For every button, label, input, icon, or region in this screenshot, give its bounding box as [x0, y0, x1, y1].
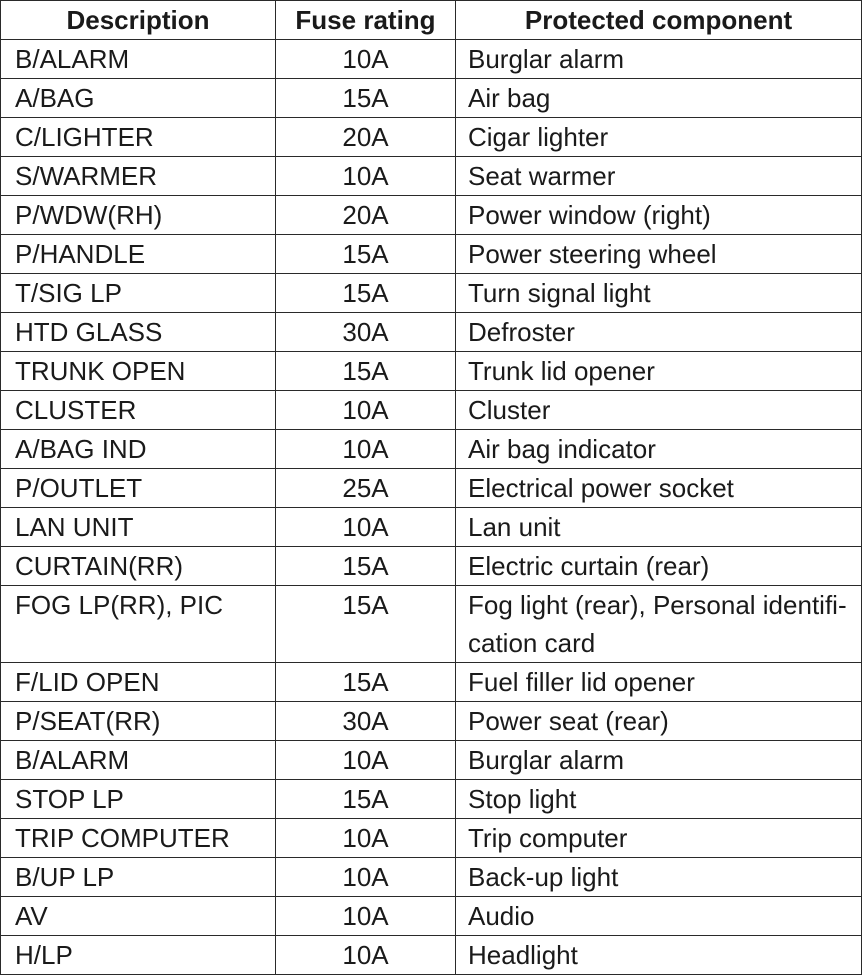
fuse-rating: 15A — [276, 79, 456, 118]
fuse-description: B/UP LP — [1, 858, 276, 897]
table-row — [1, 702, 862, 741]
fuse-rating: 25A — [276, 469, 456, 508]
fuse-rating: 30A — [276, 313, 456, 352]
protected-component-text: Trunk lid opener — [468, 356, 655, 386]
fuse-rating: 15A — [276, 352, 456, 391]
table-body — [1, 40, 862, 975]
fuse-description: A/BAG IND — [1, 430, 276, 469]
protected-component — [456, 741, 862, 780]
table-row — [1, 547, 862, 586]
fuse-description: HTD GLASS — [1, 313, 276, 352]
protected-component-text: Electrical power socket — [468, 473, 734, 503]
protected-component — [456, 586, 862, 663]
protected-component-text: Burglar alarm — [468, 44, 625, 74]
table-row — [1, 79, 862, 118]
fuse-description: STOP LP — [1, 780, 276, 819]
table-row — [1, 858, 862, 897]
fuse-description: CURTAIN(RR) — [1, 547, 276, 586]
protected-component — [456, 118, 862, 157]
protected-component-text: Power window (right) — [468, 200, 711, 230]
protected-component — [456, 196, 862, 235]
fuse-description: TRIP COMPUTER — [1, 819, 276, 858]
protected-component — [456, 819, 862, 858]
table-row — [1, 586, 862, 663]
protected-component-text: Power seat (rear) — [468, 706, 669, 736]
protected-component — [456, 79, 862, 118]
table-row — [1, 430, 862, 469]
protected-component — [456, 157, 862, 196]
protected-component-text: Headlight — [468, 940, 578, 970]
fuse-description: P/WDW(RH) — [1, 196, 276, 235]
fuse-description: S/WARMER — [1, 157, 276, 196]
fuse-description: P/OUTLET — [1, 469, 276, 508]
fuse-rating: 20A — [276, 118, 456, 157]
header-protected-component: Protected component — [456, 1, 862, 40]
table-row — [1, 819, 862, 858]
table-row — [1, 469, 862, 508]
protected-component-text: Stop light — [468, 784, 577, 814]
protected-component-text: Air bag indicator — [468, 434, 656, 464]
protected-component — [456, 40, 862, 79]
fuse-description: C/LIGHTER — [1, 118, 276, 157]
table-row — [1, 118, 862, 157]
table-row — [1, 741, 862, 780]
fuse-description: H/LP — [1, 936, 276, 975]
fuse-description: P/HANDLE — [1, 235, 276, 274]
protected-component — [456, 780, 862, 819]
fuse-description: B/ALARM — [1, 741, 276, 780]
fuse-rating: 20A — [276, 196, 456, 235]
fuse-description: AV — [1, 897, 276, 936]
protected-component — [456, 469, 862, 508]
table-row — [1, 508, 862, 547]
table-row — [1, 274, 862, 313]
protected-component-text: Fuel filler lid opener — [468, 667, 695, 697]
protected-component — [456, 897, 862, 936]
protected-component-text: Burglar alarm — [468, 745, 625, 775]
table-row — [1, 391, 862, 430]
protected-component — [456, 508, 862, 547]
fuse-description: B/ALARM — [1, 40, 276, 79]
table-header-row — [1, 1, 862, 40]
table-row — [1, 196, 862, 235]
fuse-rating: 15A — [276, 586, 456, 663]
table-row — [1, 235, 862, 274]
fuse-rating: 10A — [276, 157, 456, 196]
protected-component-text: Trip computer — [468, 823, 628, 853]
table-row — [1, 40, 862, 79]
fuse-rating: 10A — [276, 40, 456, 79]
fuse-rating: 15A — [276, 780, 456, 819]
protected-component-text: Lan unit — [468, 512, 561, 542]
protected-component-text: Back-up light — [468, 862, 619, 892]
header-fuse-rating: Fuse rating — [276, 1, 456, 40]
fuse-rating: 10A — [276, 741, 456, 780]
fuse-description: TRUNK OPEN — [1, 352, 276, 391]
protected-component — [456, 352, 862, 391]
protected-component-text: Fog light (rear), Personal identifi- — [468, 590, 847, 620]
fuse-rating: 10A — [276, 897, 456, 936]
fuse-rating: 15A — [276, 235, 456, 274]
protected-component — [456, 936, 862, 975]
table-row — [1, 936, 862, 975]
protected-component-text: Defroster — [468, 317, 575, 347]
fuse-rating: 15A — [276, 274, 456, 313]
fuse-rating: 10A — [276, 508, 456, 547]
protected-component-text: Audio — [468, 901, 535, 931]
protected-component — [456, 663, 862, 702]
protected-component-text: Air bag — [468, 83, 551, 113]
protected-component — [456, 391, 862, 430]
protected-component-text-line2: cation card — [468, 628, 596, 658]
fuse-description: CLUSTER — [1, 391, 276, 430]
protected-component-text: Seat warmer — [468, 161, 616, 191]
protected-component-text: Turn signal light — [468, 278, 651, 308]
protected-component-text: Cigar lighter — [468, 122, 609, 152]
protected-component — [456, 547, 862, 586]
fuse-rating: 10A — [276, 430, 456, 469]
fuse-description: FOG LP(RR), PIC — [1, 586, 276, 663]
fuse-rating: 10A — [276, 391, 456, 430]
fuse-rating: 10A — [276, 936, 456, 975]
protected-component — [456, 274, 862, 313]
fuse-rating: 10A — [276, 819, 456, 858]
protected-component-text: Cluster — [468, 395, 551, 425]
protected-component — [456, 235, 862, 274]
table-row — [1, 897, 862, 936]
protected-component — [456, 313, 862, 352]
fuse-rating: 30A — [276, 702, 456, 741]
fuse-description: A/BAG — [1, 79, 276, 118]
protected-component-text: Electric curtain (rear) — [468, 551, 710, 581]
table-row — [1, 663, 862, 702]
table-row — [1, 313, 862, 352]
header-description: Description — [1, 1, 276, 40]
fuse-rating: 10A — [276, 858, 456, 897]
protected-component — [456, 430, 862, 469]
protected-component-text: Power steering wheel — [468, 239, 717, 269]
fuse-rating: 15A — [276, 663, 456, 702]
table-row — [1, 352, 862, 391]
protected-component — [456, 858, 862, 897]
table-row — [1, 780, 862, 819]
fuse-description: F/LID OPEN — [1, 663, 276, 702]
fuse-description: LAN UNIT — [1, 508, 276, 547]
fuse-description: P/SEAT(RR) — [1, 702, 276, 741]
table-row — [1, 157, 862, 196]
protected-component — [456, 702, 862, 741]
fuse-description: T/SIG LP — [1, 274, 276, 313]
fuse-rating: 15A — [276, 547, 456, 586]
